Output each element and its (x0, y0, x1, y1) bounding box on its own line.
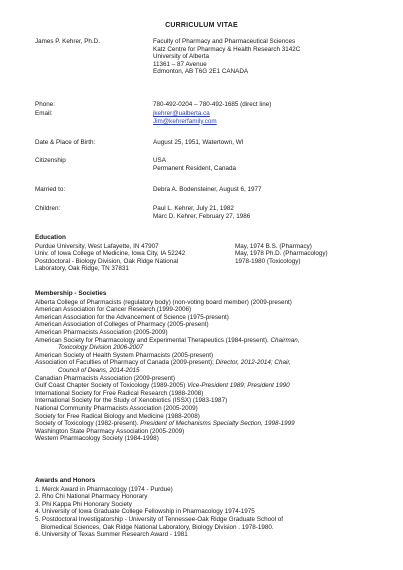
dob-label: Date & Place of Birth: (35, 139, 96, 146)
section-heading: Membership - Societies (35, 290, 107, 297)
child-entry: Paul L. Kehrer, July 21, 1982 (153, 205, 234, 212)
children-values (153, 205, 250, 220)
membership-item: Canadian Pharmacists Association (2009-present) (35, 374, 176, 382)
membership-role: Council of Deans, 2014-2015 (58, 366, 140, 374)
membership-item: American Pharmacists Association (2005-2009) (35, 328, 168, 336)
membership-item (35, 382, 375, 390)
education-section (35, 234, 375, 275)
education-degrees (235, 243, 328, 266)
email-link-personal[interactable]: Jim@kehrerfamily.com (153, 117, 217, 125)
section-heading: Awards and Honors (35, 477, 96, 484)
membership-item (35, 420, 375, 428)
membership-role: President of Mechanisms Specialty Section, 1998-1999 (140, 420, 295, 428)
citizenship-values (153, 157, 236, 172)
phone-label: Phone: (35, 101, 55, 108)
education-line: Postdoctoral - Biology Division, Oak Ridge National (35, 257, 179, 265)
award-item: 3. Phi Kappa Phi Honorary Society (35, 500, 132, 508)
dob-value: August 25, 1951, Watertown, WI (153, 139, 244, 146)
email-values (153, 110, 217, 125)
education-table (35, 243, 375, 275)
child-entry: Marc D. Kehrer, February 27, 1986 (153, 212, 251, 220)
citizenship-value: USA (153, 157, 166, 164)
membership-item: American Association for the Advancement of Science (1975-present) (35, 313, 229, 321)
membership-section (35, 290, 375, 443)
email-link-work[interactable]: jkehrer@ualberta.ca (153, 110, 210, 117)
award-item: 4. University of Iowa Graduate College Fellowship in Pharmacology 1974-1975 (35, 508, 255, 516)
affiliation-line: Faculty of Pharmacy and Pharmaceutical Sciences (153, 38, 296, 45)
membership-text: Gulf Coast Chapter Society of Toxicology (1989-2005) (35, 382, 186, 390)
affiliation-line: Katz Centre for Pharmacy & Health Research 3142C (153, 45, 301, 53)
membership-item: National Community Pharmacists Association (2005-2009) (35, 404, 198, 412)
degree-line: May, 1978 Ph.D. (Pharmacology) (235, 250, 328, 258)
award-item: 5. Postdoctoral Investigatorship - University of Tennessee-Oak Ridge Graduate School of (35, 515, 284, 523)
membership-role: Toxicology Division 2006-2007 (58, 344, 144, 352)
membership-role-continued (35, 367, 375, 375)
membership-item: Western Pharmacology Society (1984-1998) (35, 435, 159, 443)
citizenship-label: Citizenship (35, 157, 66, 164)
membership-text: Association of Faculties of Pharmacy of Canada (2009-present); (35, 359, 214, 367)
membership-item: International Society for the Study of Xenobiotics (ISSX) (1983-1987) (35, 397, 228, 405)
membership-item: American Association for Cancer Research (1999-2006) (35, 306, 192, 314)
affiliation-line: University of Alberta (153, 53, 209, 61)
membership-role: Chairman, (270, 336, 300, 344)
married-value: Debra A. Bodensteiner, August 6, 1977 (153, 186, 262, 193)
membership-text: American Society for Pharmacology and Experimental Therapeutics (1984-present). (35, 336, 269, 344)
membership-item: International Society for Free Radical Research (1988-2008) (35, 389, 204, 397)
membership-item: Washington State Pharmacy Association (2005-2009) (35, 427, 185, 435)
email-label: Email: (35, 110, 53, 117)
award-item: 1. Merck Award in Pharmacology (1974 - Purdue) (35, 485, 173, 493)
children-label: Children: (35, 205, 61, 212)
education-line: Univ. of Iowa College of Medicine, Iowa City, IA 52242 (35, 250, 186, 258)
phone-value: 780-492-0204 – 780-492-1685 (direct line) (153, 101, 272, 108)
education-institutions (35, 243, 185, 273)
membership-item (35, 359, 375, 367)
residency-value: Permanent Resident, Canada (153, 164, 236, 172)
section-heading: Education (35, 234, 66, 241)
award-item: 6. University of Texas Summer Research Award - 1981 (35, 531, 188, 539)
membership-item (35, 337, 375, 345)
degree-line: May, 1974 B.S. (Pharmacy) (235, 242, 312, 250)
awards-section (35, 477, 375, 539)
award-item: 2. Rho Chi National Pharmacy Honorary (35, 493, 148, 501)
degree-line: 1978-1980 (Toxicology) (235, 257, 301, 265)
person-name: James P. Kehrer, Ph.D. (35, 38, 100, 45)
award-item-continued: Biomedical Sciences, Oak Ridge National Laboratory, Biology Division . 1978-1980. (41, 523, 274, 531)
membership-item: Alberta College of Pharmacists (regulatory body) (non-voting board member) (2009-present) (35, 298, 292, 306)
membership-item: Society for Free Radical Biology and Medicine (1988-2008) (35, 412, 200, 420)
membership-role-continued (35, 344, 375, 352)
education-line: Laboratory, Oak Ridge, TN 37831 (35, 265, 129, 273)
education-line: Purdue University, West Lafayette, IN 47907 (35, 242, 159, 250)
membership-role: Director, 2012-2014; Chair, (215, 359, 291, 367)
affiliation (153, 38, 300, 76)
document-title: CURRICULUM VITAE (165, 22, 238, 29)
affiliation-line: 11361 – 87 Avenue (153, 60, 207, 68)
membership-role: Vice-President 1989; President 1990 (187, 382, 290, 390)
membership-item: American Association of Colleges of Pharmacy (2005-present) (35, 321, 209, 329)
membership-text: Society of Toxicology (1982-present). (35, 420, 139, 428)
married-label: Married to: (35, 186, 66, 193)
membership-item: American Society of Health System Pharmacists (2005-present) (35, 351, 214, 359)
affiliation-line: Edmonton, AB T6G 2E1 CANADA (153, 68, 249, 76)
